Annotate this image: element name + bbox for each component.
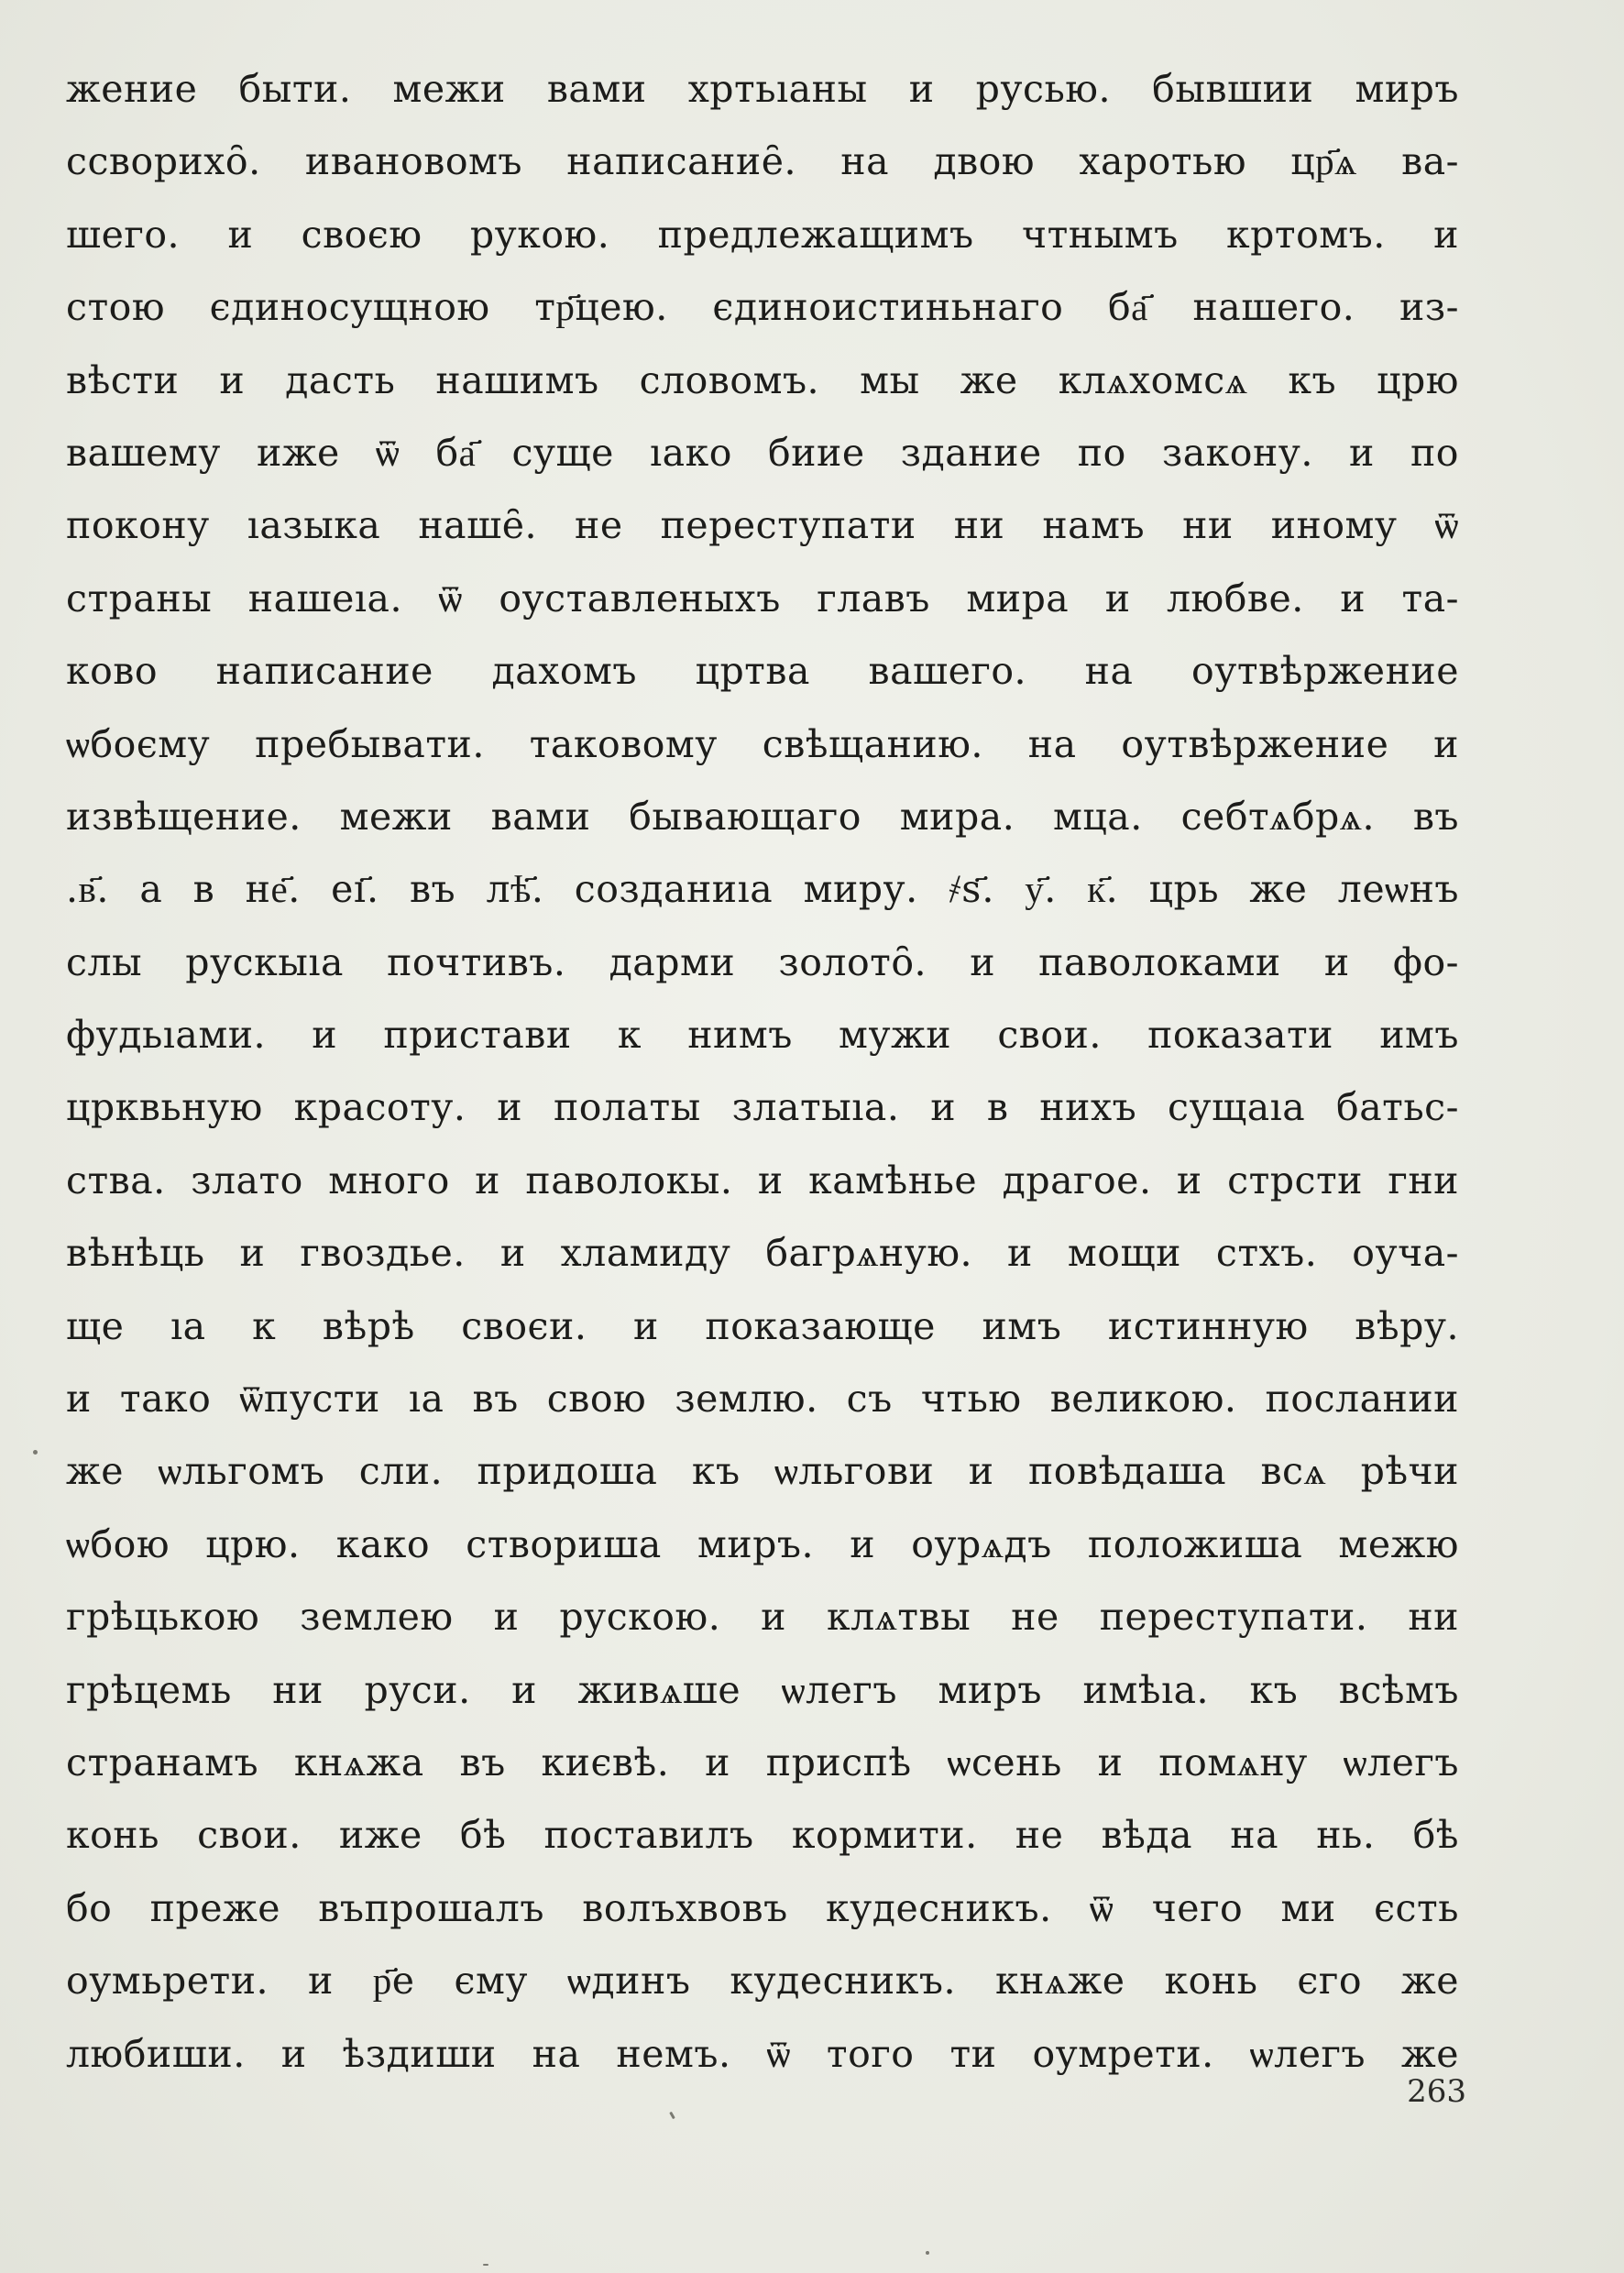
text-line: слы рускыıа почтивъ. дарми золото̑. и паволоками и фо- bbox=[66, 939, 1459, 984]
text-line: страны нашеıа. ѿ оуставленыхъ главъ мира и любве. и та- bbox=[66, 576, 1459, 620]
paper-speck bbox=[669, 2112, 675, 2119]
text-line: извѣщение. межи вами бывающаго мира. мца. себтѧбрѧ. въ bbox=[66, 794, 1459, 839]
text-line: ссворихо̑. ивановомъ написание̑. на двою харотью цр҃ѧ ва- bbox=[66, 139, 1459, 184]
body-text bbox=[66, 53, 1459, 2091]
text-line: црквьную красоту. и полаты златыıа. и в нихъ сущаıа батьс- bbox=[66, 1085, 1459, 1130]
text-line: грѣцькою землею и рускою. и клѧтвы не переступати. ни bbox=[66, 1595, 1459, 1640]
paper-speck bbox=[926, 2251, 929, 2255]
page-number: 263 bbox=[1407, 2073, 1466, 2110]
text-line: вѣсти и дасть нашимъ словомъ. мы же клѧхомсѧ къ црю bbox=[66, 357, 1459, 402]
text-line: грѣцемь ни руси. и живѧше ѡлегъ миръ имѣıа. къ всѣмъ bbox=[66, 1667, 1459, 1712]
text-line: оумьрети. и р҃е єму ѡдинъ кудесникъ. кнѧже конь єго же bbox=[66, 1959, 1459, 2004]
text-line: .в҃. а в не҃. еı҃. въ лѣ҃. созданиıа миру. ҂s҃. у҃. к҃. црь же леѡнъ bbox=[66, 867, 1459, 912]
text-line: шего. и своєю рукою. предлежащимъ чтнымъ кртомъ. и bbox=[66, 212, 1459, 257]
text-line: любиши. и ѣздиши на немъ. ѿ того ти оумрети. ѡлегъ же bbox=[66, 2031, 1459, 2076]
text-line: же ѡльгомъ сли. придоша къ ѡльгови и повѣдаша всѧ рѣчи bbox=[66, 1449, 1459, 1494]
text-line: стою єдиносущною тр҃цею. єдиноистиньнаго ба҃ нашего. из- bbox=[66, 285, 1459, 330]
text-line: ково написание дахомъ цртва вашего. на оутвѣржение bbox=[66, 649, 1459, 694]
paper-speck bbox=[483, 2264, 488, 2266]
text-line: ства. злато много и паволокы. и камѣнье драгое. и стрсти гни bbox=[66, 1158, 1459, 1202]
text-line: жение быти. межи вами хртьıаны и русью. бывшии миръ bbox=[66, 67, 1459, 111]
text-line: ѡбоєму пребывати. таковому свѣщанию. на оутвѣржение и bbox=[66, 721, 1459, 766]
text-line: конь свои. иже бѣ поставилъ кормити. не вѣда на нь. бѣ bbox=[66, 1813, 1459, 1858]
text-line: фудьıами. и пристави к нимъ мужи свои. показати имъ bbox=[66, 1013, 1459, 1058]
text-line: ѡбою црю. како створиша миръ. и оурѧдъ положиша межю bbox=[66, 1521, 1459, 1566]
text-line: странамъ кнѧжа въ києвѣ. и приспѣ ѡсень и помѧну ѡлегъ bbox=[66, 1740, 1459, 1784]
text-line: ще ıа к вѣрѣ своєи. и показающе имъ истинную вѣру. bbox=[66, 1303, 1459, 1348]
text-line: бо преже въпрошалъ волъхвовъ кудесникъ. ѿ чего ми єсть bbox=[66, 1885, 1459, 1930]
text-line: вѣнѣць и гвоздье. и хламиду багрѧную. и мощи стхъ. оуча- bbox=[66, 1231, 1459, 1276]
text-line: покону ıазыка наше̑. не переступати ни намъ ни иному ѿ bbox=[66, 503, 1459, 548]
text-line: вашему иже ѿ ба҃ суще ıако биие здание по закону. и по bbox=[66, 430, 1459, 475]
text-line: и тако ѿпусти ıа въ свою землю. съ чтью великою. послании bbox=[66, 1377, 1459, 1422]
paper-speck bbox=[33, 1450, 38, 1455]
